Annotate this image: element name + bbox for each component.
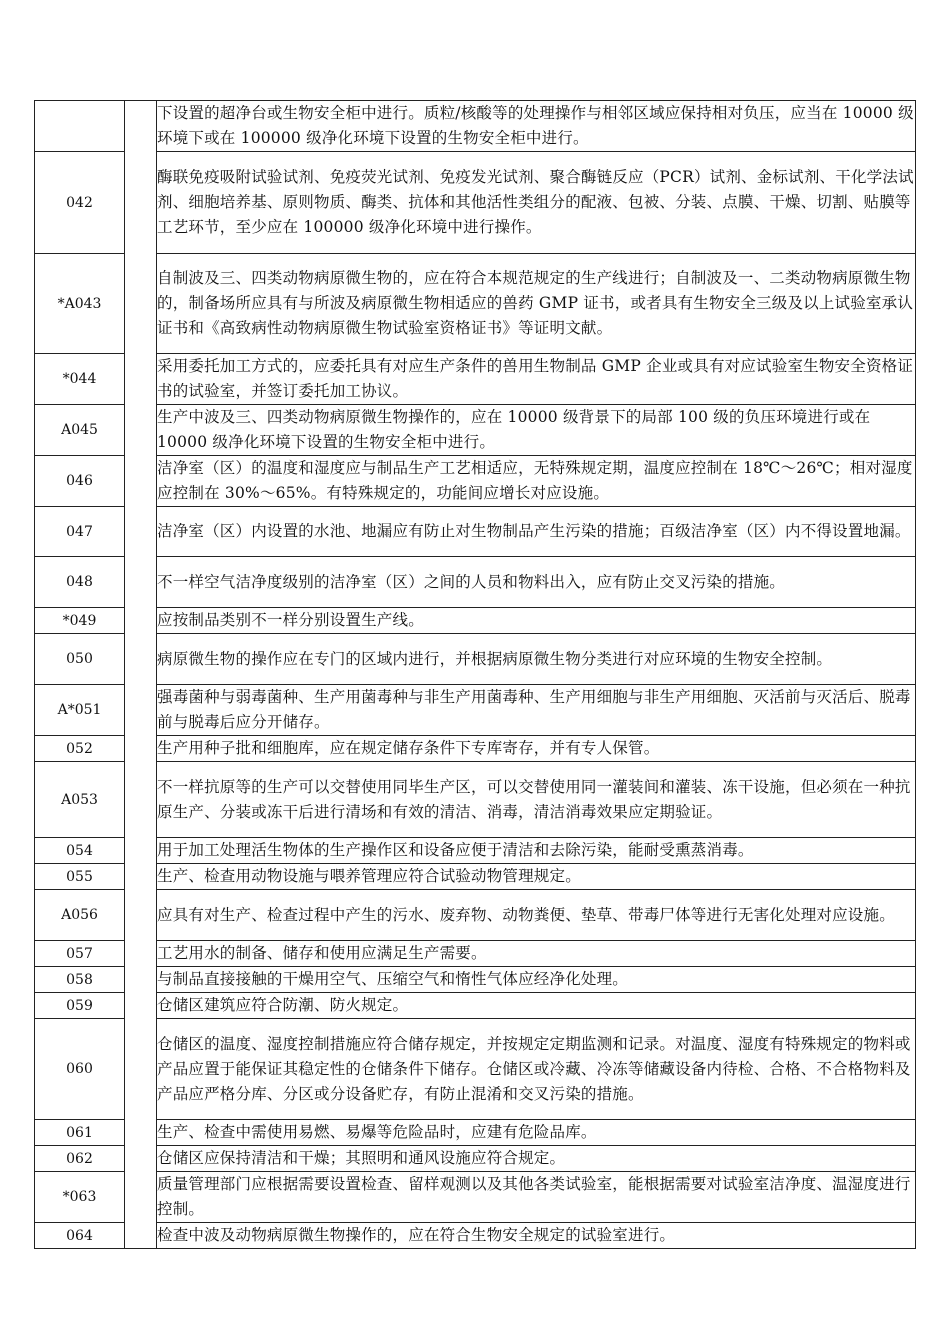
table-row: [35, 405, 916, 456]
item-text: 生产用种子批和细胞库，应在规定储存条件下专库寄存，并有专人保管。: [157, 736, 916, 762]
item-text: 应按制品类别不一样分别设置生产线。: [157, 608, 916, 634]
item-code: [35, 101, 125, 152]
item-code: *063: [35, 1172, 125, 1223]
item-code: A045: [35, 405, 125, 456]
item-code: *049: [35, 608, 125, 634]
table-row: [35, 1223, 916, 1249]
item-text: 仓储区建筑应符合防潮、防火规定。: [157, 993, 916, 1019]
item-text: 生产中波及三、四类动物病原微生物操作的，应在 10000 级背景下的局部 100 级的负压环境进行或在 10000 级净化环境下设置的生物安全柜中进行。: [157, 405, 916, 456]
table-row: [35, 1172, 916, 1223]
item-code: 061: [35, 1120, 125, 1146]
table-row: [35, 456, 916, 507]
item-text: 不一样抗原等的生产可以交替使用同毕生产区，可以交替使用同一灌装间和灌装、冻干设施，但必须在一种抗原生产、分装或冻干后进行清场和有效的清洁、消毒，清洁消毒效果应定期验证。: [157, 762, 916, 838]
table-row: [35, 890, 916, 941]
item-text: 洁净室（区）内设置的水池、地漏应有防止对生物制品产生污染的措施；百级洁净室（区）内不得设置地漏。: [157, 507, 916, 557]
item-code: *044: [35, 354, 125, 405]
table-row: [35, 101, 916, 152]
item-text: 采用委托加工方式的，应委托具有对应生产条件的兽用生物制品 GMP 企业或具有对应试验室生物安全资格证书的试验室，并签订委托加工协议。: [157, 354, 916, 405]
item-text: 仓储区应保持清洁和干燥；其照明和通风设施应符合规定。: [157, 1146, 916, 1172]
table-row: [35, 354, 916, 405]
item-code: 042: [35, 152, 125, 254]
item-text: 下设置的超净台或生物安全柜中进行。质粒/核酸等的处理操作与相邻区域应保持相对负压，应当在 10000 级环境下或在 100000 级净化环境下设置的生物安全柜中进行。: [157, 101, 916, 152]
table-row: [35, 608, 916, 634]
table-row: [35, 736, 916, 762]
item-code: 059: [35, 993, 125, 1019]
item-code: 054: [35, 838, 125, 864]
item-text: 生产、检查中需使用易燃、易爆等危险品时，应建有危险品库。: [157, 1120, 916, 1146]
item-code: 046: [35, 456, 125, 507]
table-row: [35, 967, 916, 993]
item-code: 050: [35, 634, 125, 685]
table-row: [35, 1146, 916, 1172]
blank-column: [125, 101, 157, 1249]
table-row: [35, 685, 916, 736]
item-text: 强毒菌种与弱毒菌种、生产用菌毒种与非生产用菌毒种、生产用细胞与非生产用细胞、灭活前与灭活后、脱毒前与脱毒后应分开储存。: [157, 685, 916, 736]
item-code: 048: [35, 557, 125, 608]
item-text: 用于加工处理活生物体的生产操作区和设备应便于清洁和去除污染，能耐受熏蒸消毒。: [157, 838, 916, 864]
item-text: 生产、检查用动物设施与喂养管理应符合试验动物管理规定。: [157, 864, 916, 890]
item-code: 060: [35, 1019, 125, 1120]
item-code: 058: [35, 967, 125, 993]
item-text: 自制波及三、四类动物病原微生物的，应在符合本规范规定的生产线进行；自制波及一、二类动物病原微生物的，制备场所应具有与所波及病原微生物相适应的兽药 GMP 证书，或者具有生物安全三级及以上试验室承认证书和《高致病性动物病原微生物试验室资格证书》等证明文献。: [157, 254, 916, 354]
item-text: 仓储区的温度、湿度控制措施应符合储存规定，并按规定定期监测和记录。对温度、湿度有特殊规定的物料或产品应置于能保证其稳定性的仓储条件下储存。仓储区或冷藏、冷冻等储藏设备内待检、合格、不合格物料及产品应严格分库、分区或分设备贮存，有防止混淆和交叉污染的措施。: [157, 1019, 916, 1120]
item-text: 检查中波及动物病原微生物操作的，应在符合生物安全规定的试验室进行。: [157, 1223, 916, 1249]
item-text: 病原微生物的操作应在专门的区域内进行，并根据病原微生物分类进行对应环境的生物安全控制。: [157, 634, 916, 685]
table-row: [35, 634, 916, 685]
item-code: *A043: [35, 254, 125, 354]
item-text: 质量管理部门应根据需要设置检查、留样观测以及其他各类试验室，能根据需要对试验室洁净度、温湿度进行控制。: [157, 1172, 916, 1223]
item-text: 不一样空气洁净度级别的洁净室（区）之间的人员和物料出入，应有防止交叉污染的措施。: [157, 557, 916, 608]
item-text: 应具有对生产、检查过程中产生的污水、废弃物、动物粪便、垫草、带毒尸体等进行无害化处理对应设施。: [157, 890, 916, 941]
item-code: A*051: [35, 685, 125, 736]
table-row: [35, 507, 916, 557]
table-row: [35, 941, 916, 967]
item-text: 洁净室（区）的温度和湿度应与制品生产工艺相适应，无特殊规定期，温度应控制在 18℃～26℃；相对湿度应控制在 30%～65%。有特殊规定的，功能间应增长对应设施。: [157, 456, 916, 507]
table-row: [35, 557, 916, 608]
table-row: [35, 838, 916, 864]
table-row: [35, 254, 916, 354]
table-row: [35, 152, 916, 254]
table-row: [35, 864, 916, 890]
item-text: 与制品直接接触的干燥用空气、压缩空气和惰性气体应经净化处理。: [157, 967, 916, 993]
item-code: 047: [35, 507, 125, 557]
item-text: 工艺用水的制备、储存和使用应满足生产需要。: [157, 941, 916, 967]
table-row: [35, 1019, 916, 1120]
item-code: 052: [35, 736, 125, 762]
item-text: 酶联免疫吸附试验试剂、免疫荧光试剂、免疫发光试剂、聚合酶链反应（PCR）试剂、金标试剂、干化学法试剂、细胞培养基、原则物质、酶类、抗体和其他活性类组分的配液、包被、分装、点膜、干燥、切割、贴膜等工艺环节，至少应在 100000 级净化环境中进行操作。: [157, 152, 916, 254]
item-code: 057: [35, 941, 125, 967]
item-code: A056: [35, 890, 125, 941]
item-code: 055: [35, 864, 125, 890]
table-row: [35, 993, 916, 1019]
item-code: 062: [35, 1146, 125, 1172]
item-code: 064: [35, 1223, 125, 1249]
item-code: A053: [35, 762, 125, 838]
table-row: [35, 762, 916, 838]
table-row: [35, 1120, 916, 1146]
requirements-table: [34, 100, 916, 1249]
